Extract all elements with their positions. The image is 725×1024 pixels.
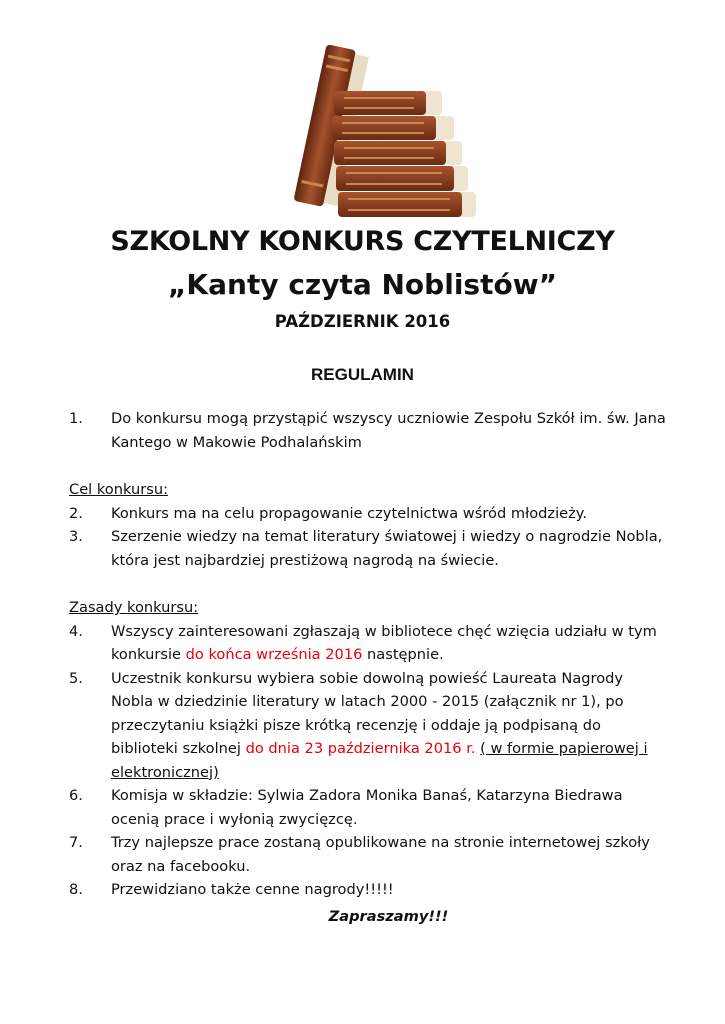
format-note: ( w formie papierowej i elektronicznej) [111,740,648,781]
item-number: 5. [69,669,83,687]
goal-section-heading: Cel konkursu: [69,481,168,498]
list-item [69,784,669,831]
item-text: Komisja w składzie: Sylwia Zadora Monika Banaś, Katarzyna Biedrawa ocenią prace i wyłonią zwycięzcę. [111,787,623,828]
item-number: 3. [69,528,83,545]
item-text-part: Uczestnik konkursu wybiera sobie dowolną powieść Laureata Nagrody Nobla w dziedzinie literatury w latach 2000 - 2015 (załącznik nr 1), po przeczytaniu książki pisze krótką recenzję i oddaje ją podpisaną do biblioteki szkolnej [111,669,624,757]
item-text: Konkurs ma na celu propagowanie czytelnictwa wśród młodzieży. [111,504,587,522]
list-item [69,831,669,878]
item-text: Do konkursu mogą przystąpić wszyscy uczniowie Zespołu Szkół im. św. Jana Kantego w Makowie Podhalańskim [111,410,666,451]
list-item [69,407,669,454]
page-subtitle: „Kanty czyta Noblistów” [168,268,557,301]
deadline-highlight: do dnia 23 października 2016 r. [245,740,476,757]
list-item [69,667,669,785]
rules-section-heading: Zasady konkursu: [69,599,199,616]
list-item [69,620,669,667]
deadline-highlight: do końca września 2016 [185,646,363,663]
item-text [111,620,669,667]
page-title: SZKOLNY KONKURS CZYTELNICZY [110,226,615,257]
item-text: Przewidziano także cenne nagrody!!!!! [111,881,394,898]
list-item [69,525,669,572]
item-text-part: Wszyscy zainteresowani zgłaszają w bibliotece chęć wzięcia udziału w tym konkursie [111,622,657,663]
item-number: 8. [69,881,83,898]
list-item [69,878,669,902]
contest-date: PAŹDZIERNIK 2016 [274,312,451,331]
closing-invitation [0,908,725,925]
item-text: Trzy najlepsze prace zostaną opublikowane na stronie internetowej szkoły oraz na facebooku. [111,834,650,875]
item-number: 6. [69,787,83,804]
item-number: 1. [69,410,83,427]
item-text-part: następnie. [362,646,444,663]
closing-text: Zapraszamy!!! [328,908,449,925]
item-text [111,667,669,785]
list-item [69,502,669,526]
item-number: 4. [69,622,83,640]
regulations-heading: REGULAMIN [311,365,414,384]
rules-list [69,407,669,902]
item-number: 7. [69,834,83,851]
item-number: 2. [69,504,83,522]
books-stack-illustration [262,45,482,220]
item-text: Szerzenie wiedzy na temat literatury światowej i wiedzy o nagrodzie Nobla, która jest najbardziej prestiżową nagrodą na świecie. [111,528,663,569]
